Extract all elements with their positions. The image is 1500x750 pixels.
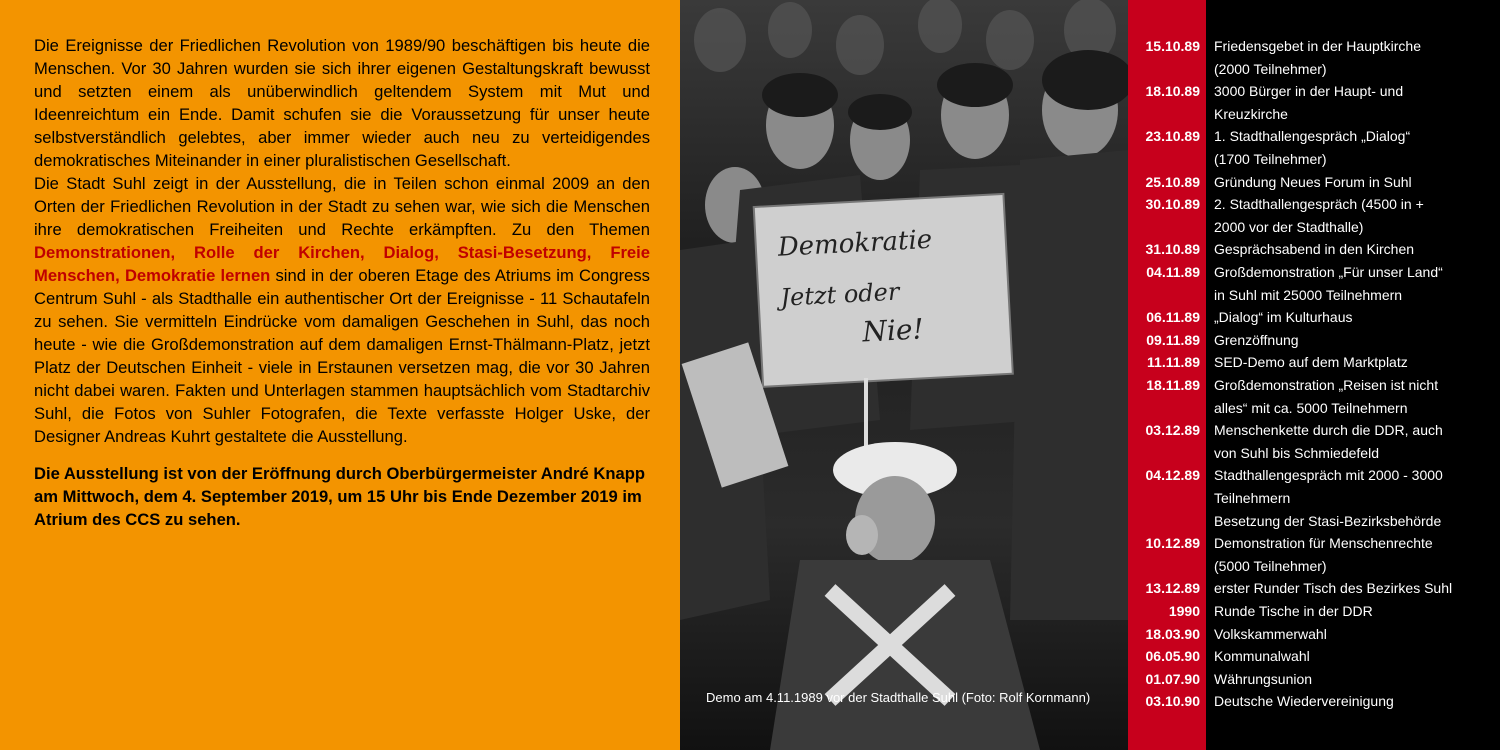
timeline-date: 18.11.89 <box>1146 377 1200 393</box>
timeline-date: 13.12.89 <box>1145 580 1200 597</box>
timeline-event-line: 2000 vor der Stadthalle) <box>1214 218 1364 235</box>
sign-text-3: Nie! <box>861 312 925 349</box>
timeline-date: 31.10.89 <box>1145 241 1200 258</box>
timeline-event-line: 1. Stadthallengespräch „Dialog“ <box>1214 128 1411 145</box>
timeline-event <box>1214 623 1494 646</box>
timeline-event <box>1214 668 1494 691</box>
timeline-entry <box>1128 668 1500 691</box>
timeline-event-line: von Suhl bis Schmiedefeld <box>1214 444 1379 461</box>
timeline-event <box>1214 419 1494 464</box>
timeline-event-line: in Suhl mit 25000 Teilnehmern <box>1214 286 1403 303</box>
timeline-event-line: Kreuzkirche <box>1214 105 1288 122</box>
sign-text-1: Demokratie <box>777 224 933 263</box>
exhibition-dates-paragraph: Die Ausstellung ist von der Eröffnung durch Oberbürgermeister André Knapp am Mittwoch, dem 4. September 2019, um 15 Uhr bis Ende Dezember 2019 im Atrium des CCS zu sehen. <box>34 464 645 529</box>
timeline-event-line: erster Runder Tisch des Bezirkes Suhl <box>1214 580 1453 597</box>
timeline-entry <box>1128 419 1500 464</box>
timeline-date: 30.10.89 <box>1145 196 1200 213</box>
timeline-date: 06.11.89 <box>1146 309 1200 326</box>
timeline-event <box>1214 171 1494 194</box>
timeline-event <box>1214 532 1494 577</box>
timeline-entry <box>1128 193 1500 238</box>
intro-paragraph-1: Die Ereignisse der Friedlichen Revolution von 1989/90 beschäftigen bis heute die Menschen. Vor 30 Jahren wurden sie sich ihrer eigenen Gestaltungskraft bewusst und setzten einem als unüberwindlich geltendem System mit Mut und Ideenreichtum ein Ende. Damit schufen sie die Voraussetzung für unser heute selbstverständlich gelebtes, aber immer wieder auch neu zu verteidigendes demokratisches Miteinander in einer pluralistischen Gesellschaft. <box>34 36 650 170</box>
paragraph-2-end: sind in der oberen Etage des Atriums im Congress Centrum Suhl - als Stadthalle ein authentischer Ort der Ereignisse - 11 Schautafeln zu sehen. Sie vermitteln Eindrücke vom damaligen Geschehen in Suhl, das noch heute - wie die Großdemonstration auf dem damaligen Ernst-Thälmann-Platz, jetzt Platz der Deutschen Einheit - viele in Erstaunen versetzen mag, die vor 30 Jahren nicht dabei waren. Fakten und Unterlagen stammen hauptsächlich vom Stadtarchiv Suhl, die Fotos von Suhler Fotografen, die Texte verfasste Holger Uske, der Designer Andreas Kuhrt gestaltete die Ausstellung. <box>34 266 650 446</box>
timeline-event-line: Grenzöffnung <box>1214 331 1299 348</box>
timeline-entry <box>1128 171 1500 194</box>
timeline-event-line: Kommunalwahl <box>1214 648 1310 665</box>
timeline-date: 23.10.89 <box>1145 128 1200 145</box>
timeline-date: 03.12.89 <box>1145 422 1200 439</box>
timeline-event-line: Runde Tische in der DDR <box>1214 603 1373 619</box>
photo-caption: Demo am 4.11.1989 vor der Stadthalle Suhl (Foto: Rolf Kornmann) <box>706 690 1091 705</box>
timeline-event-line: Gesprächsabend in den Kirchen <box>1214 241 1415 258</box>
timeline-event-line: (1700 Teilnehmer) <box>1214 150 1327 167</box>
timeline-entry <box>1128 532 1500 577</box>
timeline-event <box>1214 600 1494 623</box>
timeline-event-line: Deutsche Wiedervereinigung <box>1214 693 1394 710</box>
timeline-entry <box>1128 306 1500 329</box>
timeline-event-line: Währungsunion <box>1214 670 1313 687</box>
timeline-date: 04.11.89 <box>1146 264 1200 280</box>
timeline-event <box>1214 351 1494 374</box>
timeline-event <box>1214 238 1494 261</box>
timeline-entry <box>1128 374 1500 419</box>
timeline-event-line: Großdemonstration „Für unser Land“ <box>1214 264 1443 280</box>
timeline-date: 18.03.90 <box>1145 625 1200 642</box>
timeline-event-line: Menschenkette durch die DDR, auch <box>1214 422 1443 439</box>
timeline-entry <box>1128 645 1500 668</box>
timeline-event-line: Stadthallengespräch mit 2000 - 3000 <box>1214 467 1443 484</box>
timeline-date: 01.07.90 <box>1145 670 1200 687</box>
timeline-event <box>1214 80 1494 125</box>
timeline-event-line: Volkskammerwahl <box>1214 625 1327 642</box>
timeline-date: 10.12.89 <box>1145 535 1200 552</box>
timeline-event <box>1214 690 1494 713</box>
timeline-entry <box>1128 80 1500 125</box>
photo-illustration <box>680 0 1128 750</box>
article-text <box>34 34 650 531</box>
timeline-date: 09.11.89 <box>1146 331 1200 348</box>
timeline-entry <box>1128 623 1500 646</box>
timeline-date: 25.10.89 <box>1145 173 1200 190</box>
timeline-event-line: 2. Stadthallengespräch (4500 in + <box>1214 196 1424 213</box>
timeline-event <box>1214 306 1494 329</box>
timeline-entry <box>1128 261 1500 306</box>
timeline-date: 15.10.89 <box>1145 38 1200 54</box>
timeline-event-line: (2000 Teilnehmer) <box>1214 60 1327 77</box>
timeline-entry <box>1128 351 1500 374</box>
timeline-date: 03.10.90 <box>1145 693 1200 710</box>
timeline-event-line: SED-Demo auf dem Marktplatz <box>1214 354 1408 371</box>
timeline-event-line: Gründung Neues Forum in Suhl <box>1214 173 1412 190</box>
paragraph-2-start: Die Stadt Suhl zeigt in der Ausstellung, die in Teilen schon einmal 2009 an den Orten der Friedlichen Revolution in der Stadt zu sehen war, wie sich die Menschen ihre demokratischen Freiheiten und Rechte erkämpften. Zu den Themen <box>34 174 650 239</box>
timeline-entry <box>1128 577 1500 600</box>
timeline-entry <box>1128 125 1500 170</box>
timeline-event-line: Teilnehmern <box>1214 489 1291 506</box>
timeline-entry <box>1128 238 1500 261</box>
timeline-event-line: Großdemonstration „Reisen ist nicht <box>1214 377 1439 393</box>
intro-paragraph-2 <box>34 172 650 448</box>
timeline-date: 1990 <box>1168 603 1200 619</box>
timeline-event-line: 3000 Bürger in der Haupt- und <box>1214 83 1404 100</box>
timeline-event-line: Demonstration für Menschenrechte <box>1214 535 1433 552</box>
timeline-date: 11.11.89 <box>1147 354 1200 371</box>
timeline-entry <box>1128 35 1500 80</box>
timeline-date: 04.12.89 <box>1145 467 1200 484</box>
timeline-date: 06.05.90 <box>1145 648 1200 665</box>
timeline-event-line: Besetzung der Stasi-Bezirksbehörde <box>1214 512 1442 529</box>
timeline-entry <box>1128 329 1500 352</box>
timeline-event-line: „Dialog“ im Kulturhaus <box>1214 309 1353 326</box>
timeline-event <box>1214 193 1494 238</box>
timeline-entry <box>1128 600 1500 623</box>
timeline-date: 18.10.89 <box>1145 83 1200 100</box>
timeline-event-line: (5000 Teilnehmer) <box>1214 557 1327 574</box>
timeline-event <box>1214 374 1494 419</box>
timeline-event <box>1214 261 1494 306</box>
timeline-event <box>1214 464 1494 532</box>
timeline-event <box>1214 577 1494 600</box>
timeline-event <box>1214 645 1494 668</box>
sign-text-2: Jetzt oder <box>779 277 900 312</box>
timeline-event-line: Friedensgebet in der Hauptkirche <box>1214 38 1422 54</box>
timeline-entry <box>1128 464 1500 532</box>
text-panel <box>0 0 680 750</box>
timeline-event <box>1214 125 1494 170</box>
timeline-entry <box>1128 690 1500 713</box>
highlighted-topics: Demonstrationen, Rolle der Kirchen, Dialog, Stasi-Besetzung, Freie Menschen, Demokratie lernen <box>34 243 650 285</box>
timeline-event <box>1214 35 1494 80</box>
timeline-event <box>1214 329 1494 352</box>
timeline-event-line: alles“ mit ca. 5000 Teilnehmern <box>1214 399 1408 416</box>
demo-photo <box>680 0 1128 750</box>
